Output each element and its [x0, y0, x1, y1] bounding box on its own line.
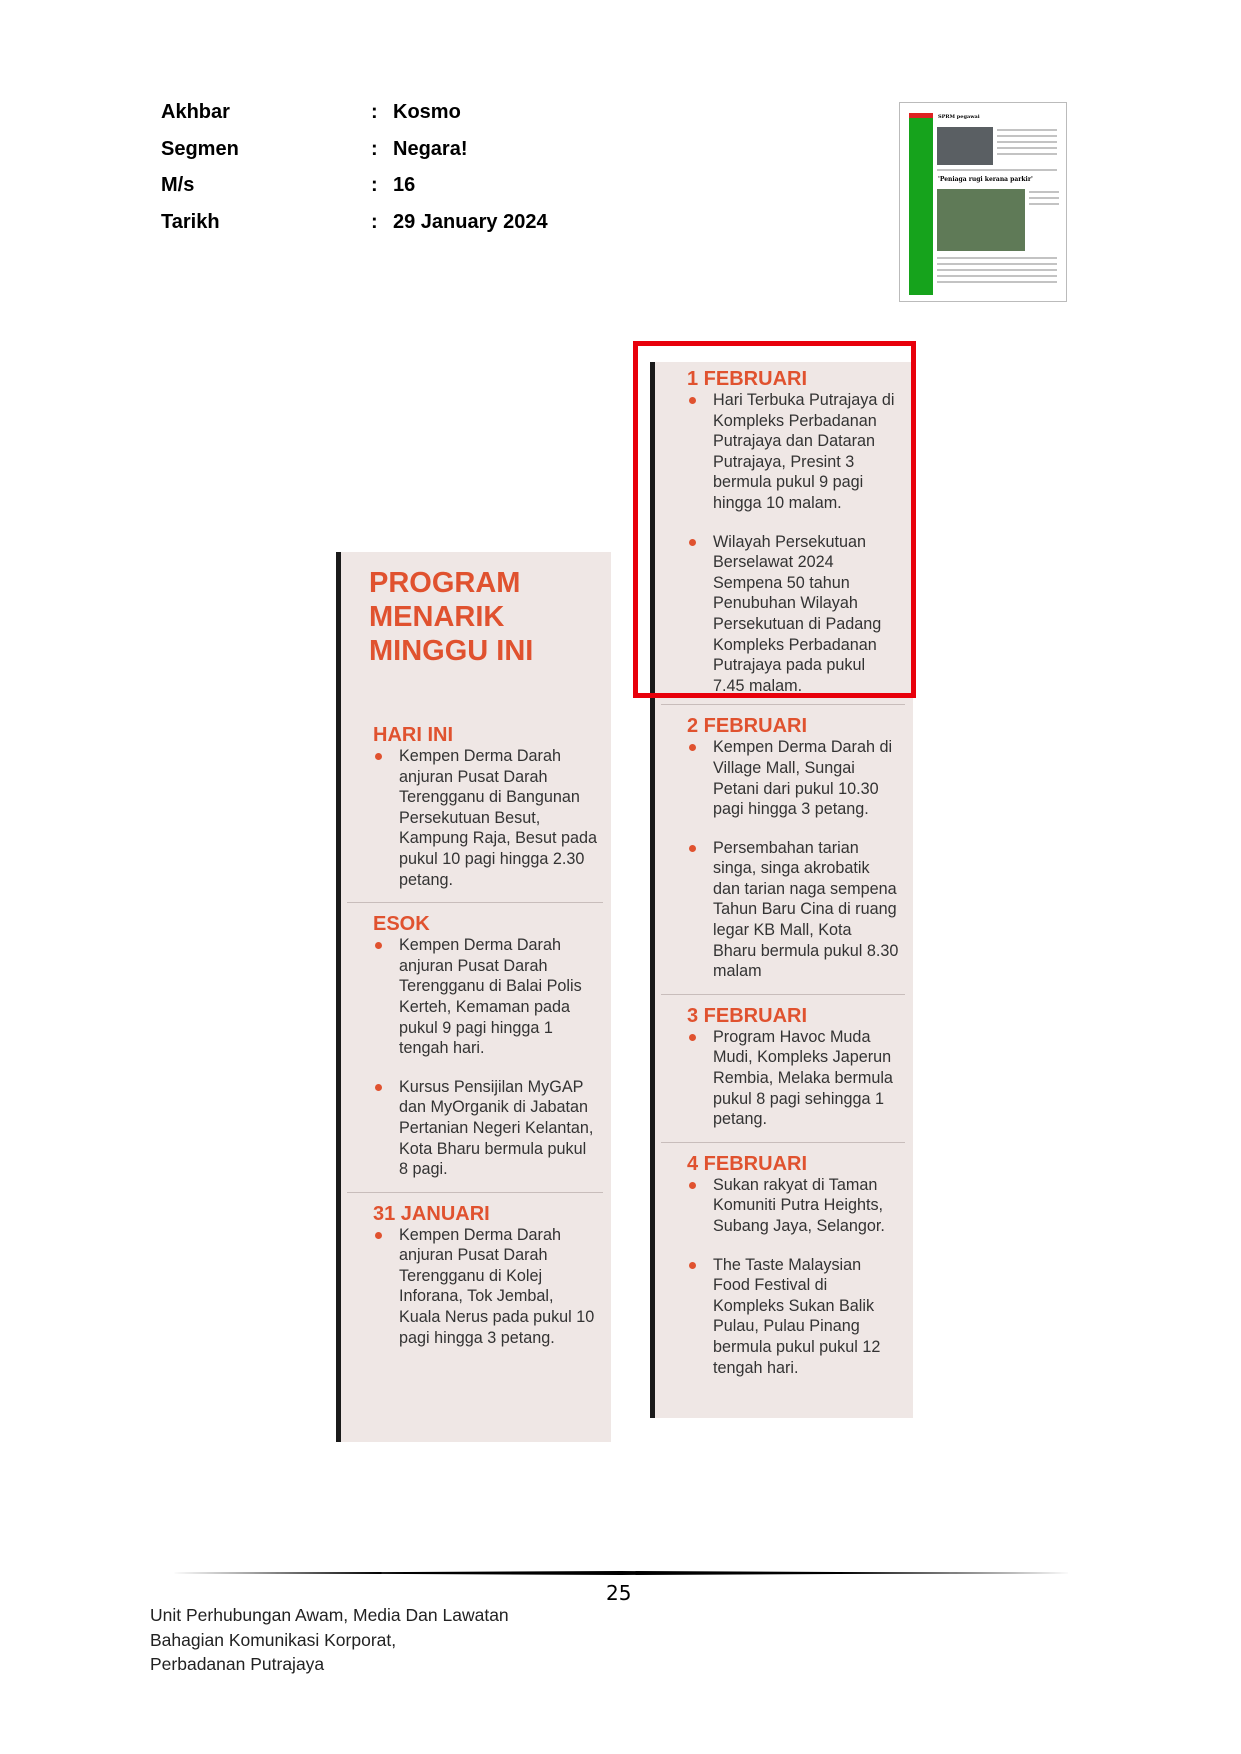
clipping-title — [369, 566, 599, 668]
event-item — [399, 1225, 597, 1349]
thumbnail-photo-2 — [937, 189, 1025, 251]
section-divider — [661, 704, 905, 705]
clipping-title-line: MINGGU INI — [369, 635, 534, 667]
section-title: ESOK — [373, 913, 430, 936]
clipping-title-line: PROGRAM — [369, 567, 521, 599]
footer-line: Perbadanan Putrajaya — [150, 1654, 325, 1674]
newspaper-page-thumbnail — [899, 102, 1067, 302]
event-item — [399, 1077, 597, 1180]
thumbnail-red-tab — [909, 113, 933, 118]
section-title: 3 FEBRUARI — [687, 1004, 808, 1027]
thumbnail-headline-1: SPRM pegawai — [938, 114, 980, 120]
thumbnail-text-line — [937, 275, 1057, 277]
event-item — [713, 1027, 899, 1130]
section-divider — [347, 902, 603, 903]
event-text: The Taste Malaysian Food Festival di Kompleks Sukan Balik Pulau, Pulau Pinang bermula pukul pukul 12 tengah hari. — [713, 1255, 881, 1377]
meta-value: 29 January 2024 — [393, 210, 548, 233]
event-item — [399, 935, 597, 1059]
section-31-januari — [341, 1203, 611, 1349]
event-text: Wilayah Persekutuan Berselawat 2024 Sempena 50 tahun Penubuhan Wilayah Persekutuan di Padang Kompleks Perbadanan Putrajaya pada pukul 7.45 malam. — [713, 532, 882, 695]
footer-rule — [171, 1571, 1071, 1575]
thumbnail-text-line — [937, 263, 1057, 265]
bullet-icon — [375, 753, 382, 760]
section-title: 4 FEBRUARI — [687, 1152, 808, 1175]
event-text: Kursus Pensijilan MyGAP dan MyOrganik di Jabatan Pertanian Negeri Kelantan, Kota Bharu bermula pukul 8 pagi. — [399, 1077, 594, 1179]
section-3-februari — [655, 1005, 913, 1130]
section-title: 31 JANUARI — [373, 1202, 490, 1225]
thumbnail-green-sidebar — [909, 113, 933, 295]
thumbnail-text-line — [1029, 203, 1059, 205]
event-text: Program Havoc Muda Mudi, Kompleks Japerun Rembia, Melaka bermula pukul 8 pagi sehingga 1 petang. — [713, 1027, 893, 1129]
thumbnail-text-line — [997, 135, 1057, 137]
section-title: 1 FEBRUARI — [687, 368, 808, 390]
meta-separator: : — [371, 101, 378, 123]
event-text: Kempen Derma Darah di Village Mall, Sungai Petani dari pukul 10.30 pagi hingga 3 petang. — [713, 738, 893, 819]
bullet-icon — [689, 744, 696, 751]
section-divider — [661, 994, 905, 995]
meta-key: M/s — [161, 174, 195, 196]
section-divider — [347, 1192, 603, 1193]
meta-key: Tarikh — [161, 210, 220, 233]
event-item — [713, 737, 899, 819]
section-title: HARI INI — [373, 724, 453, 746]
section-divider — [661, 1142, 905, 1143]
thumbnail-text-line — [997, 129, 1057, 131]
meta-separator: : — [371, 174, 378, 196]
clipping-title-line: MENARIK — [369, 601, 505, 633]
thumbnail-headline-2: 'Peniaga rugi kerana parkir' — [938, 176, 1033, 183]
footer-credits — [150, 1603, 509, 1677]
event-text: Kempen Derma Darah anjuran Pusat Darah Terengganu di Bangunan Persekutuan Besut, Kampung Raja, Besut pada pukul 10 pagi hingga 2.30 petang. — [399, 747, 597, 889]
event-text: Kempen Derma Darah anjuran Pusat Darah Terengganu di Balai Polis Kerteh, Kemaman pada pukul 9 pagi hingga 1 tengah hari. — [399, 936, 582, 1058]
thumbnail-text-line — [997, 141, 1057, 143]
meta-value: Kosmo — [393, 101, 461, 123]
bullet-icon — [375, 942, 382, 949]
thumbnail-text-line — [997, 147, 1057, 149]
event-text: Persembahan tarian singa, singa akrobatik dan tarian naga sempena Tahun Baru Cina di ruang legar KB Mall, Kota Bharu bermula pukul 8.30 malam — [713, 838, 899, 981]
event-text: Hari Terbuka Putrajaya di Kompleks Perbadanan Putrajaya dan Dataran Putrajaya, Presint 3 bermula pukul 9 pagi hingga 10 malam. — [713, 391, 895, 512]
thumbnail-text-line — [937, 257, 1057, 259]
bullet-icon — [375, 1232, 382, 1239]
meta-separator: : — [371, 137, 378, 160]
thumbnail-text-line — [1029, 191, 1059, 193]
section-hari-ini — [341, 724, 611, 890]
thumbnail-text-line — [937, 269, 1057, 271]
meta-key: Akhbar — [161, 101, 230, 123]
bullet-icon — [689, 845, 696, 852]
thumbnail-text-line — [937, 281, 1057, 283]
bullet-icon — [689, 1262, 696, 1269]
bullet-icon — [689, 1034, 696, 1041]
event-item — [713, 838, 899, 982]
meta-key: Segmen — [161, 137, 239, 160]
meta-value: 16 — [393, 174, 416, 196]
section-2-februari — [655, 715, 913, 982]
event-text: Sukan rakyat di Taman Komuniti Putra Heights, Subang Jaya, Selangor. — [713, 1175, 885, 1235]
highlight-box — [633, 341, 916, 698]
page-number: 25 — [606, 1581, 632, 1605]
footer-line: Bahagian Komunikasi Korporat, — [150, 1629, 397, 1650]
event-item — [713, 1175, 899, 1237]
event-item — [399, 746, 597, 890]
event-item — [713, 1255, 899, 1379]
bullet-icon — [689, 1182, 696, 1189]
bullet-icon — [375, 1084, 382, 1091]
event-text: Kempen Derma Darah anjuran Pusat Darah Terengganu di Kolej Inforana, Tok Jembal, Kuala Nerus pada pukul 10 pagi hingga 3 petang. — [399, 1225, 595, 1347]
thumbnail-photo-1 — [937, 127, 993, 165]
thumbnail-text-line — [937, 169, 1057, 171]
meta-value: Negara! — [393, 137, 468, 160]
footer-line: Unit Perhubungan Awam, Media Dan Lawatan — [150, 1605, 509, 1625]
section-esok — [341, 913, 611, 1180]
section-4-februari — [655, 1153, 913, 1378]
section-title: 2 FEBRUARI — [687, 715, 808, 738]
meta-separator: : — [371, 210, 378, 233]
thumbnail-text-line — [997, 153, 1057, 155]
clipping-column-left — [336, 552, 611, 1442]
thumbnail-text-line — [1029, 197, 1059, 199]
